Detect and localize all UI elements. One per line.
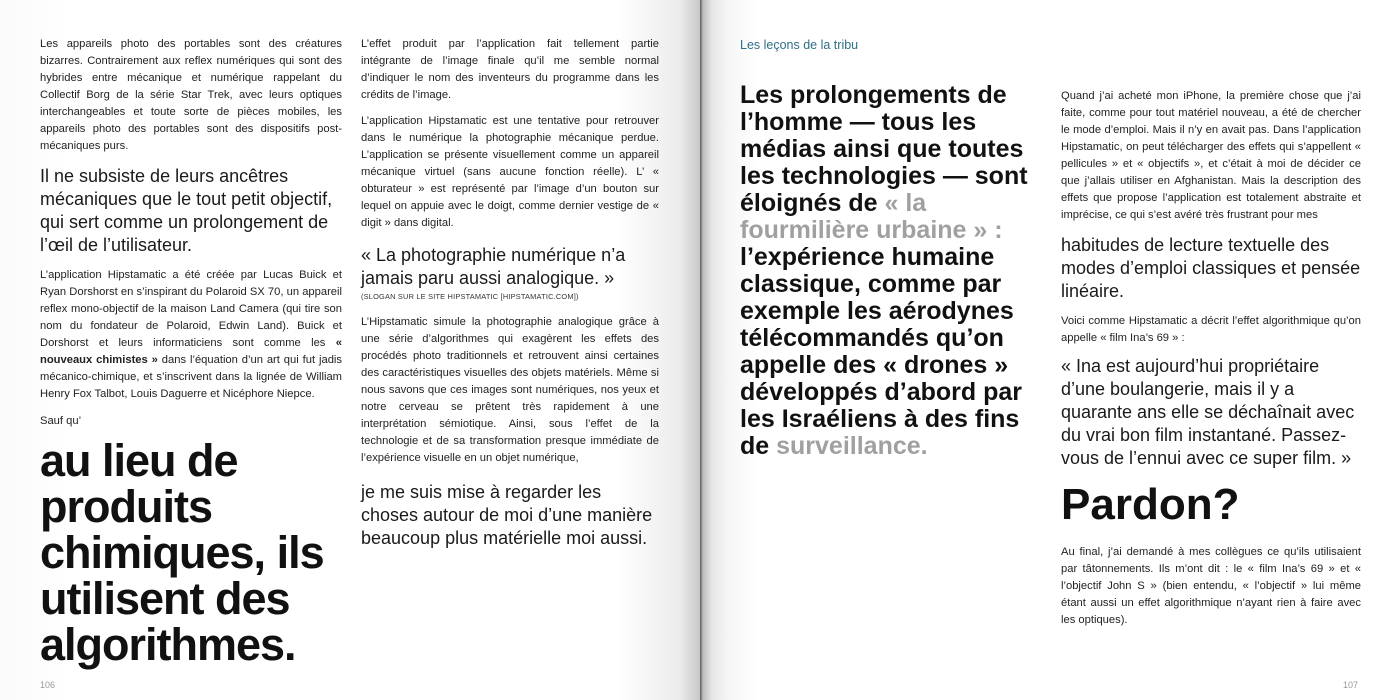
paragraph: Quand j’ai acheté mon iPhone, la première chose que j’ai faite, comme pour tout matériel nouveau, a été de chercher le mode d’emploi. Mais il n’y en avait pas. Dans l’application Hipstamatic, on peut télécharger des effets qui s’appellent « pellicules » et « objectifs », et c’était à moi de décider ce que j’allais utiliser en Afghanistan. Mais la description des effets que propose l’application est totalement abstraite et imprécise, ce qui s’est avéré très frustrant pour mes [1061, 90, 1361, 221]
paragraph: Voici comme Hipstamatic a décrit l’effet algorithmique qu’on appelle « film Ina’s 69 » : [1061, 315, 1361, 344]
bold-text: « nouveaux chimistes » [40, 337, 342, 366]
pull-quote: Il ne subsiste de leurs ancêtres mécaniques que le tout petit objectif, qui sert comme un prolongement de l’œil de l’utilisateur. [40, 166, 333, 255]
left-column-2 [361, 36, 659, 560]
running-header: Les leçons de la tribu [740, 38, 859, 52]
page-number: 107 [1343, 680, 1359, 690]
display-text [740, 82, 1040, 460]
page-number: 106 [40, 680, 56, 690]
text: l’expérience humaine classique, comme par exemple les aérodynes télécommandés qu’on appelle des « drones » développés d’abord par les Israéliens à des fins de [740, 243, 1023, 460]
grey-text: surveillance. [776, 432, 928, 460]
caption: (SLOGAN SUR LE SITE HIPSTAMATIC [HIPSTAMATIC.COM]) [361, 292, 579, 301]
paragraph [40, 267, 342, 403]
grey-text: « la fourmilière urbaine » : [740, 189, 1003, 244]
right-column-2 [1061, 88, 1361, 637]
quote: « Ina est aujourd’hui propriétaire d’une boulangerie, mais il y a quarante ans elle se déchaînait avec du vrai bon film instantané. Passez-vous de l’ennui avec ce super film. » [1061, 356, 1355, 468]
left-column-1 [40, 36, 342, 668]
text: L’application Hipstamatic a été créée par Lucas Buick et Ryan Dorshorst en s’inspirant du Polaroid SX 70, un appareil reflex mono-objectif de la maison Land Camera (qui tire son nom du fondateur de Polaroid, Edwin Land). Buick et Dorshorst et leurs informaticiens sont comme les [40, 269, 342, 349]
display-text: Pardon? [1061, 480, 1240, 529]
text: Les prolongements de l’homme — tous les médias ainsi que toutes les technologies — sont éloignés de [740, 81, 1028, 217]
pull-quote: je me suis mise à regarder les choses autour de moi d’une manière beaucoup plus matérielle moi aussi. [361, 482, 653, 548]
display-text: au lieu de produits chimiques, ils utilisent des algorithmes. [40, 435, 324, 670]
right-page [700, 0, 1400, 700]
quote: « La photographie numérique n’a jamais paru aussi analogique. » [361, 245, 626, 288]
paragraph: L’Hipstamatic simule la photographie analogique grâce à une série d’algorithmes qui exagèrent les effets des procédés photo traditionnels et retrouvent ainsi certaines des caractéristiques visuelles des objets matériels. Même si nous savons que ces images sont numériques, nos yeux et notre cerveau se prêtent très rapidement à une interprétation sémiotique. Ainsi, sous l’effet de la technologie et de sa transformation presque immédiate de l’expérience visuelle en un objet numérique, [361, 316, 659, 464]
paragraph: L’application Hipstamatic est une tentative pour retrouver dans le numérique la photographie mécanique perdue. L’application se présente visuellement comme un appareil mécanique virtuel (sans aucune fonction réelle). L’ « obturateur » est représenté par l’image d’un bouton sur lequel on appuie avec le doigt, comme dernier vestige de « digit » dans digital. [361, 115, 659, 229]
right-column-1 [740, 82, 1040, 460]
text: dans l’équation d’un art qui fut jadis mécanico-chimique, et s’inscrivent dans la lignée de William Henry Fox Talbot, Louis Daguerre et Nicéphore Niepce. [40, 354, 343, 400]
paragraph: Sauf qu’ [40, 415, 82, 427]
paragraph: L’effet produit par l’application fait tellement partie intégrante de l’image finale qu’il me semble normal d’indiquer le nom des inventeurs du programme dans les crédits de l’image. [361, 38, 659, 101]
paragraph: Au final, j’ai demandé à mes collègues ce qu’ils utilisaient par tâtonnements. Ils m’ont dit : le « film Ina’s 69 » et « l’objectif John S » (bien entendu, « l’objectif » lui même étant aussi un effet algorithmique n’ayant rien à faire avec les optiques). [1061, 546, 1361, 626]
pull-quote: habitudes de lecture textuelle des modes d’emploi classiques et pensée linéaire. [1061, 235, 1361, 301]
paragraph: Les appareils photo des portables sont des créatures bizarres. Contrairement aux reflex numériques qui sont des hybrides entre mécanique et numérique rappelant du Collectif Borg de la série Star Trek, avec leurs optiques interchangeables et toute sorte de pièces mobiles, les appareils photo des portables sont des dispositifs post-mécaniques purs. [40, 38, 342, 152]
